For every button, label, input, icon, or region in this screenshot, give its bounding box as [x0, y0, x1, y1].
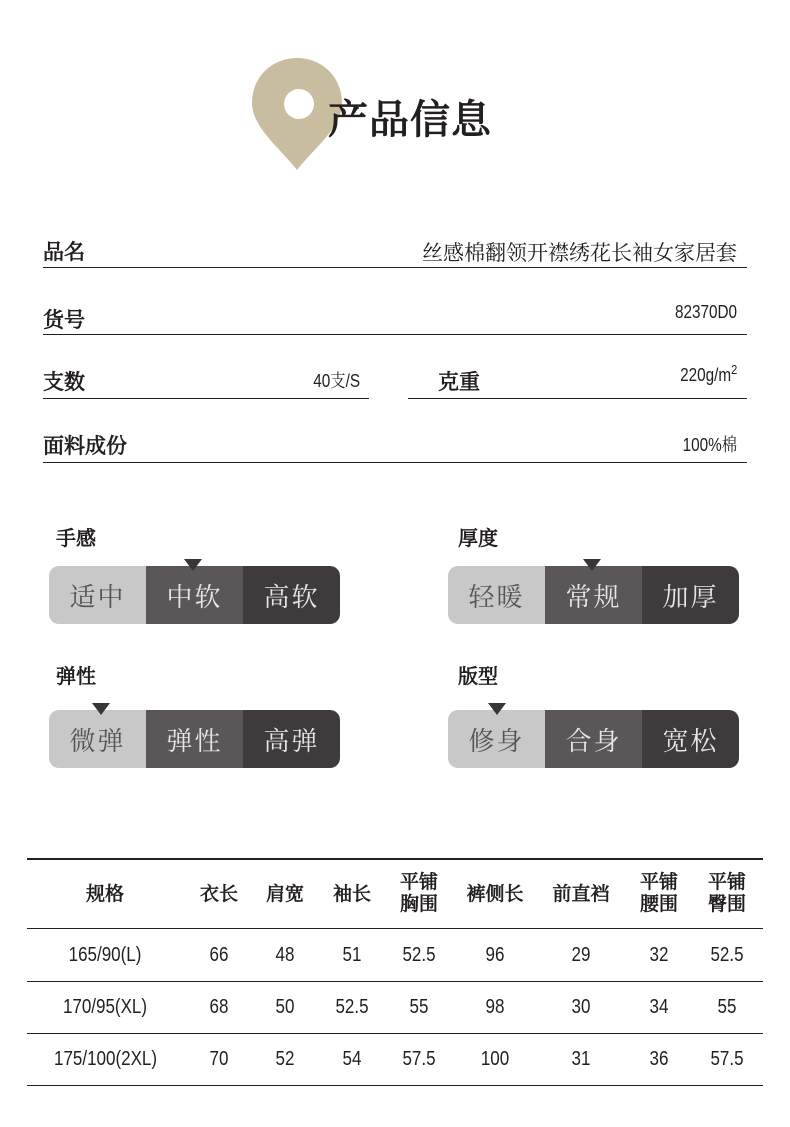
- elasticity-option: 微弹: [49, 710, 146, 768]
- table-cell: 68: [209, 996, 229, 1018]
- table-cell: 66: [209, 944, 229, 966]
- product-name-value: 丝感棉翻领开襟绣花长袖女家居套: [422, 241, 737, 265]
- table-cell: 30: [571, 996, 591, 1018]
- divider: [43, 334, 747, 335]
- elasticity-scale: [49, 710, 340, 768]
- elasticity-option: 高弹: [243, 710, 340, 768]
- table-header: 裤侧长: [466, 883, 524, 905]
- table-cell: 165/90(L): [68, 944, 142, 966]
- table-cell: 57.5: [710, 1048, 744, 1070]
- table-cell: 51: [342, 944, 362, 966]
- table-cell: 31: [571, 1048, 591, 1070]
- table-cell: 170/95(XL): [62, 996, 148, 1018]
- divider: [43, 267, 747, 268]
- thickness-option: 轻暖: [448, 566, 545, 624]
- table-header: 平铺 腰围: [639, 871, 678, 915]
- table-cell: 50: [275, 996, 295, 1018]
- table-header: 平铺 臀围: [707, 871, 746, 915]
- table-rule: [27, 981, 763, 982]
- elasticity-label: 弹性: [56, 664, 96, 688]
- table-cell: 52: [275, 1048, 295, 1070]
- table-cell: 32: [649, 944, 669, 966]
- fabric-value: 100%棉: [682, 435, 737, 455]
- item-number-label: 货号: [43, 308, 85, 332]
- table-cell: 96: [485, 944, 505, 966]
- selected-marker-icon: [184, 559, 202, 571]
- table-cell: 100: [480, 1048, 510, 1070]
- hand-feel-option: 高软: [243, 566, 340, 624]
- table-cell: 36: [649, 1048, 669, 1070]
- fabric-label: 面料成份: [43, 434, 127, 458]
- table-header: 衣长: [199, 883, 238, 905]
- table-cell: 54: [342, 1048, 362, 1070]
- fit-option: 宽松: [642, 710, 739, 768]
- hand-feel-option: 中软: [146, 566, 243, 624]
- selected-marker-icon: [583, 559, 601, 571]
- fit-option: 修身: [448, 710, 545, 768]
- thickness-option: 常规: [545, 566, 642, 624]
- table-cell: 70: [209, 1048, 229, 1070]
- table-rule: [27, 1085, 763, 1086]
- table-cell: 175/100(2XL): [54, 1048, 158, 1070]
- weight-value: $220g/m^2$: [679, 362, 737, 385]
- thickness-option: 加厚: [642, 566, 739, 624]
- product-name-label: 品名: [43, 240, 85, 264]
- table-cell: 29: [571, 944, 591, 966]
- item-number-value: 82370D0: [674, 302, 737, 322]
- fit-option: 合身: [545, 710, 642, 768]
- hand-feel-label: 手感: [56, 526, 96, 550]
- table-header: 平铺 胸围: [399, 871, 438, 915]
- selected-marker-icon: [92, 703, 110, 715]
- table-cell: 48: [275, 944, 295, 966]
- table-top-rule: [27, 858, 763, 860]
- elasticity-option: 弹性: [146, 710, 243, 768]
- table-cell: 52.5: [335, 996, 369, 1018]
- table-rule: [27, 1033, 763, 1034]
- thickness-label: 厚度: [458, 526, 498, 550]
- hand-feel-scale: [49, 566, 340, 624]
- fit-scale: [448, 710, 739, 768]
- selected-marker-icon: [488, 703, 506, 715]
- table-cell: 34: [649, 996, 669, 1018]
- divider: [43, 462, 747, 463]
- table-cell: 55: [409, 996, 429, 1018]
- divider: [408, 398, 747, 399]
- table-header: 肩宽: [265, 883, 304, 905]
- table-cell: 52.5: [710, 944, 744, 966]
- table-header: 前直裆: [552, 883, 610, 905]
- table-cell: 52.5: [402, 944, 436, 966]
- thickness-scale: [448, 566, 739, 624]
- weight-label: 克重: [438, 370, 480, 394]
- table-header: 规格: [85, 883, 124, 905]
- divider: [43, 398, 369, 399]
- page-title: 产品信息: [328, 97, 492, 143]
- fit-label: 版型: [458, 664, 498, 688]
- table-cell: 55: [717, 996, 737, 1018]
- table-cell: 57.5: [402, 1048, 436, 1070]
- table-header: 袖长: [332, 883, 371, 905]
- table-rule: [27, 928, 763, 929]
- yarn-count-value: 40支/S: [313, 371, 360, 391]
- table-cell: 98: [485, 996, 505, 1018]
- yarn-count-label: 支数: [43, 370, 85, 394]
- hand-feel-option: 适中: [49, 566, 146, 624]
